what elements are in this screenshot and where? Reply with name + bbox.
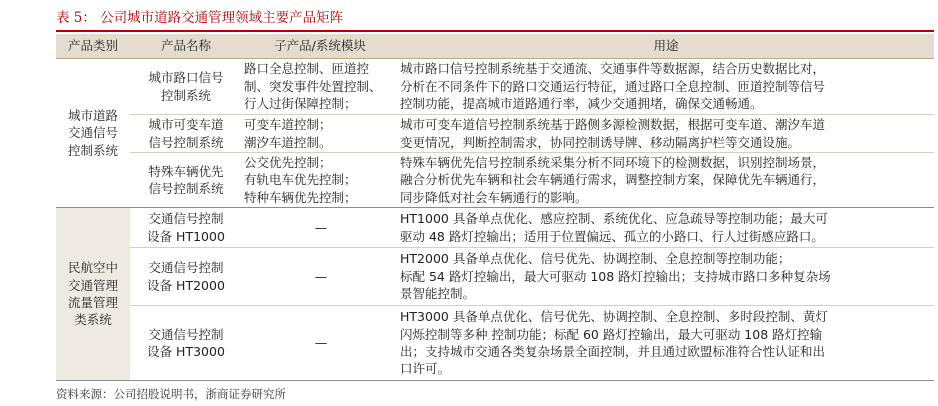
table-row [56,306,934,381]
source-note: 资料来源：公司招股说明书，浙商证券研究所 [56,387,286,401]
title-rule [56,30,934,32]
product-name-cell: 交通信号控制 设备 HT3000 [130,306,242,381]
product-name-cell: 交通信号控制 设备 HT2000 [130,248,242,306]
table-row [56,153,934,208]
category-cell: 城市道路 交通信号 控制系统 [56,59,130,208]
header-category: 产品类别 [56,34,130,59]
product-name-cell: 城市路口信号 控制系统 [130,59,242,115]
product-name-cell: 城市可变车道 信号控制系统 [130,115,242,153]
use-cell: HT1000 具备单点优化、感应控制、系统优化、应急疏导等控制功能；最大可 驱动 48 路灯控输出；适用于位置偏远、孤立的小路口、行人过街感应路口。 [398,208,934,248]
product-matrix-table [56,34,934,381]
table-title: 表 5： 公司城市道路交通管理领域主要产品矩阵 [56,10,344,26]
use-cell: HT3000 具备单点优化、信号优先、协调控制、全息控制、多时段控制、黄灯 闪烁控制等多种 控制功能；标配 60 路灯控输出，最大可驱动 108 路灯控输 出；支持城市交通各类复杂场景全面控制，并且通过欧盟标准符合性认证和出 口许可。 [398,306,934,381]
use-cell: 特殊车辆优先信号控制系统采集分析不同环境下的检测数据，识别控制场景， 融合分析优先车辆和社会车辆通行需求，调整控制方案，保障优先车辆通行， 同步降低对社会车辆通行的影响。 [398,153,934,208]
use-cell: HT2000 具备单点优化、信号优先、协调控制、全息控制等控制功能； 标配 54 路灯控输出，最大可驱动 108 路灯控输出；支持城市路口多种复杂场 景智能控制。 [398,248,934,306]
table-row [56,59,934,115]
header-use: 用途 [398,34,934,59]
use-cell: 城市可变车道信号控制系统基于路侧多源检测数据，根据可变车道、潮汐车道 变更情况，判断控制需求，协同控制诱导牌、移动隔离护栏等交通设施。 [398,115,934,153]
sub-product-cell: — [242,306,398,381]
header-sub-product: 子产品/系统模块 [242,34,398,59]
table-row [56,115,934,153]
product-name-cell: 特殊车辆优先 信号控制系统 [130,153,242,208]
header-product-name: 产品名称 [130,34,242,59]
category-cell: 民航空中 交通管理 流量管理 类系统 [56,208,130,381]
sub-product-cell: 可变车道控制； 潮汐车道控制。 [242,115,398,153]
table-row [56,248,934,306]
sub-product-cell: — [242,248,398,306]
sub-product-cell: 路口全息控制、匝道控 制、突发事件处置控制、 行人过街保障控制； [242,59,398,115]
table-row [56,208,934,248]
use-cell: 城市路口信号控制系统基于交通流、交通事件等数据源，结合历史数据比对， 分析在不同条件下的路口交通运行特征，通过路口全息控制、匝道控制等信号 控制功能，提高城市道路通行率，减少交通拥堵，确保交通畅通。 [398,59,934,115]
sub-product-cell: — [242,208,398,248]
sub-product-cell: 公交优先控制； 有轨电车优先控制； 特种车辆优先控制； [242,153,398,208]
product-name-cell: 交通信号控制 设备 HT1000 [130,208,242,248]
header-row [56,34,934,59]
